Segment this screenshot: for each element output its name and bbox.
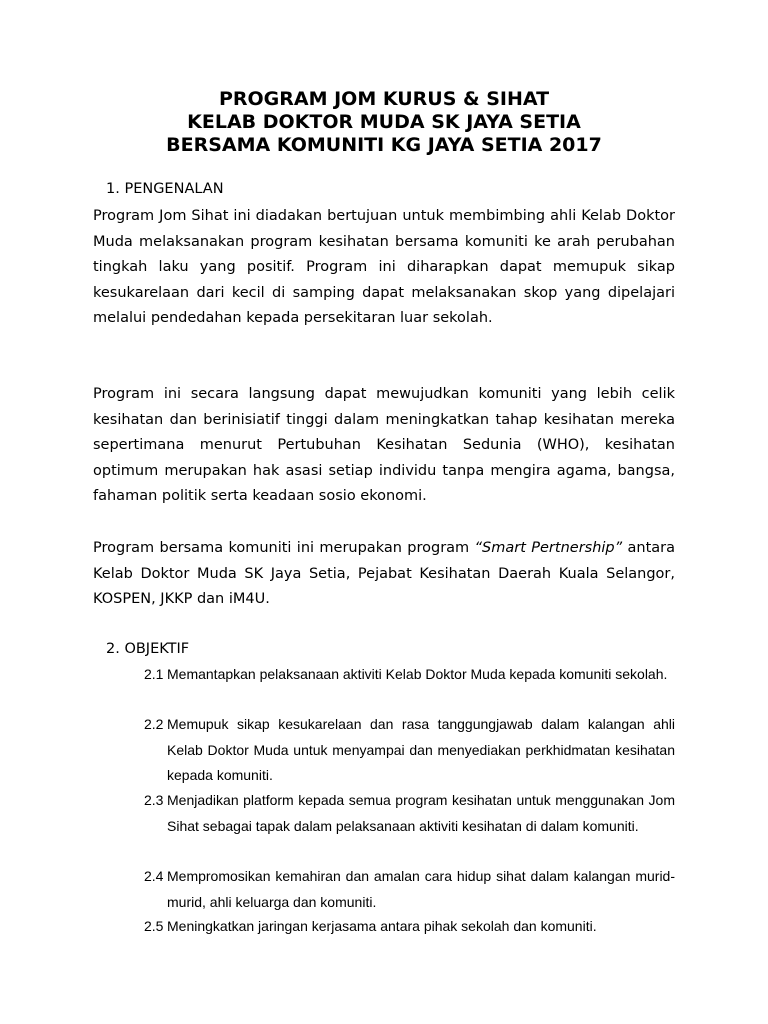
objective-number: 2.1 (144, 666, 164, 682)
objective-text: Mempromosikan kemahiran dan amalan cara hidup sihat dalam kalangan murid-murid, ahli keluarga dan komuniti. (167, 868, 675, 910)
document-title-line-2: KELAB DOKTOR MUDA SK JAYA SETIA (187, 111, 581, 133)
document-title-line-1: PROGRAM JOM KURUS & SIHAT (218, 88, 550, 110)
intro-paragraph-1: Program Jom Sihat ini diadakan bertujuan untuk membimbing ahli Kelab Doktor Muda melaksanakan program kesihatan bersama komuniti ke arah perubahan tingkah laku yang positif. Program ini diharapkan dapat memupuk sikap kesukarelaan dari kecil di samping dapat melaksanakan skop yang dipelajari melalui pendedahan kepada persekitaran luar sekolah. (93, 208, 675, 326)
objective-text: Meningkatkan jaringan kerjasama antara pihak sekolah dan komuniti. (167, 918, 597, 934)
objective-item (144, 914, 675, 940)
objective-item (144, 788, 675, 839)
objective-number: 2.3 (144, 792, 164, 808)
intro-paragraph-3 (93, 536, 675, 613)
objective-number: 2.2 (144, 716, 164, 732)
objective-number: 2.5 (144, 918, 164, 934)
paragraph-3-italic-term: “Smart Pertnership” (474, 540, 623, 556)
objective-text: Memantapkan pelaksanaan aktiviti Kelab Doktor Muda kepada komuniti sekolah. (167, 666, 668, 682)
section-heading-objektif: 2. OBJEKTIF (106, 641, 190, 657)
document-title-line-3: BERSAMA KOMUNITI KG JAYA SETIA 2017 (166, 134, 602, 156)
paragraph-3-text-end: antara Kelab Doktor Muda SK Jaya Setia, Pejabat Kesihatan Daerah Kuala Selangor, KOSPEN, JKKP dan iM4U. (93, 540, 675, 607)
objective-item (144, 662, 675, 688)
paragraph-3-text-start: Program bersama komuniti ini merupakan program (93, 540, 475, 556)
objective-item (144, 712, 675, 789)
objective-item (144, 864, 675, 915)
objective-number: 2.4 (144, 868, 164, 884)
objective-text: Menjadikan platform kepada semua program kesihatan untuk menggunakan Jom Sihat sebagai tapak dalam pelaksanaan aktiviti kesihatan di dalam komuniti. (167, 792, 675, 834)
section-heading-pengenalan: 1. PENGENALAN (106, 181, 224, 197)
objective-text: Memupuk sikap kesukarelaan dan rasa tanggungjawab dalam kalangan ahli Kelab Doktor Muda untuk menyampai dan menyediakan perkhidmatan kesihatan kepada komuniti. (167, 716, 675, 783)
intro-paragraph-2: Program ini secara langsung dapat mewujudkan komuniti yang lebih celik kesihatan dan berinisiatif tinggi dalam meningkatkan tahap kesihatan mereka sepertimana menurut Pertubuhan Kesihatan Sedunia (WHO), kesihatan optimum merupakan hak asasi setiap individu tanpa mengira agama, bangsa, fahaman politik serta keadaan sosio ekonomi. (93, 386, 675, 504)
